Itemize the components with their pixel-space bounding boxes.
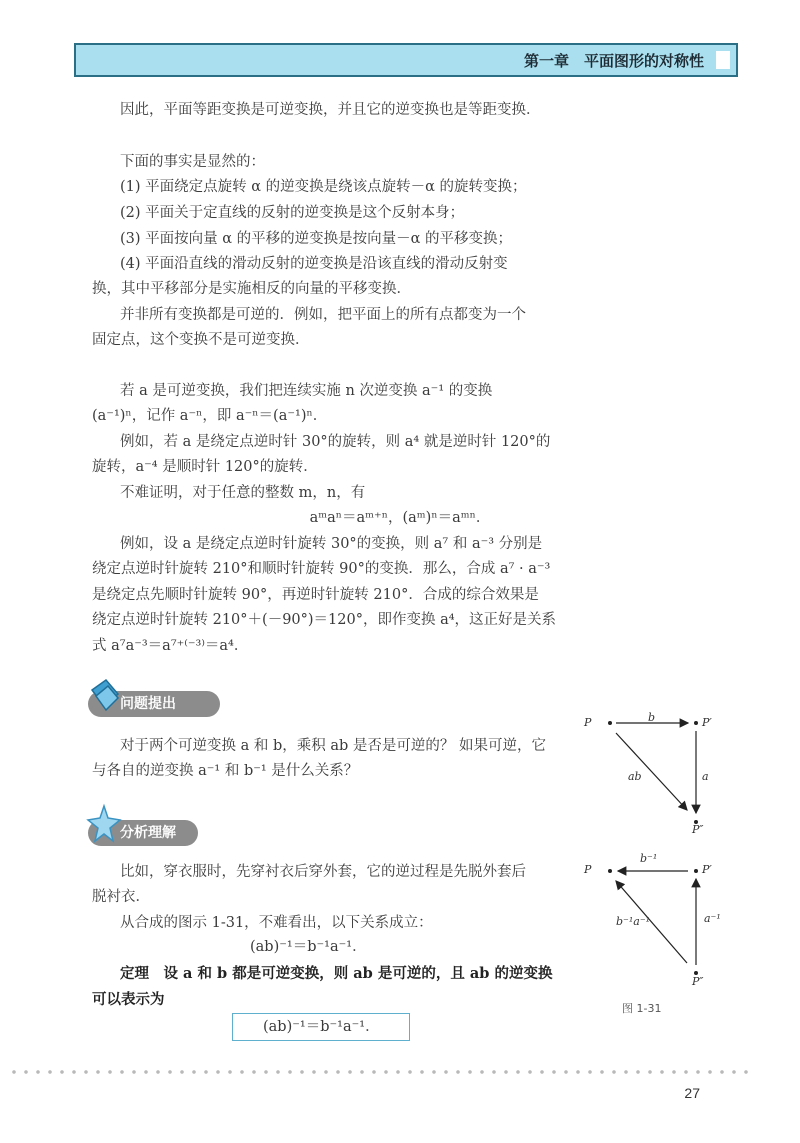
fact-reflection: (2) 平面关于定直线的反射的逆变换是这个反射本身； bbox=[120, 205, 465, 221]
paragraph-inverse-power-line2: (a⁻¹)ⁿ，记作 a⁻ⁿ，即 a⁻ⁿ＝(a⁻¹)ⁿ． bbox=[92, 408, 328, 424]
figure-inverse-diagram bbox=[590, 855, 730, 995]
question-line2: 与各自的逆变换 a⁻¹ 和 b⁻¹ 是什么关系？ bbox=[92, 763, 359, 779]
page-number: 27 bbox=[684, 1085, 700, 1101]
analysis-line1: 比如，穿衣服时，先穿衬衣后穿外套，它的逆过程是先脱外套后 bbox=[120, 864, 526, 880]
footer-dotted-rule bbox=[8, 1068, 748, 1076]
analysis-line2: 脱衬衣． bbox=[92, 889, 150, 905]
fact-translation: (3) 平面按向量 α 的平移的逆变换是按向量－α 的平移变换； bbox=[120, 231, 513, 247]
fig-top-label-a: a bbox=[702, 770, 709, 783]
fig-top-point-P1: P′ bbox=[702, 716, 712, 729]
figure-caption: 图 1-31 bbox=[622, 1002, 662, 1015]
fact-rotation: (1) 平面绕定点旋转 α 的逆变换是绕该点旋转－α 的旋转变换； bbox=[120, 179, 527, 195]
fig-top-point-P: P bbox=[584, 716, 592, 729]
book-icon bbox=[86, 676, 122, 716]
paragraph-composite-example-line4: 绕定点逆时针旋转 210°＋(－90°)＝120°，即作变换 a⁴，这正好是关系 bbox=[92, 612, 557, 628]
paragraph-not-invertible-line2: 固定点，这个变换不是可逆变换． bbox=[92, 332, 310, 348]
chapter-title: 第一章 平面图形的对称性 bbox=[523, 52, 704, 70]
fig-bottom-label-b-inv: b⁻¹ bbox=[640, 852, 658, 865]
theorem-formula-box bbox=[232, 1013, 410, 1041]
theorem-formula: (ab)⁻¹＝b⁻¹a⁻¹． bbox=[263, 1019, 380, 1035]
paragraph-facts-intro: 下面的事实是显然的： bbox=[120, 154, 265, 170]
fig-bottom-label-ba-inv: b⁻¹a⁻¹ bbox=[616, 915, 651, 928]
paragraph-composite-example-line3: 是绕定点先顺时针旋转 90°，再逆时针旋转 210°．合成的综合效果是 bbox=[92, 587, 539, 603]
chapter-header bbox=[74, 43, 738, 77]
equation-inverse-product: (ab)⁻¹＝b⁻¹a⁻¹． bbox=[250, 939, 367, 955]
paragraph-example-rotation-line2: 旋转，a⁻⁴ 是顺时针 120°的旋转． bbox=[92, 459, 318, 475]
fig-bottom-label-a-inv: a⁻¹ bbox=[704, 912, 721, 925]
header-tab-decoration bbox=[716, 51, 730, 69]
paragraph-composite-example-line1: 例如，设 a 是绕定点逆时针旋转 30°的变换，则 a⁷ 和 a⁻³ 分别是 bbox=[120, 536, 543, 552]
fact-glide-reflection-line2: 换，其中平移部分是实施相反的向量的平移变换． bbox=[92, 281, 411, 297]
fact-glide-reflection-line1: (4) 平面沿直线的滑动反射的逆变换是沿该直线的滑动反射变 bbox=[120, 256, 508, 272]
fig-bottom-point-P: P bbox=[584, 863, 592, 876]
paragraph-inverse-power-line1: 若 a 是可逆变换，我们把连续实施 n 次逆变换 a⁻¹ 的变换 bbox=[120, 383, 493, 399]
paragraph-example-rotation-line1: 例如，若 a 是绕定点逆时针 30°的旋转，则 a⁴ 就是逆时针 120°的 bbox=[120, 434, 551, 450]
paragraph-not-invertible-line1: 并非所有变换都是可逆的．例如，把平面上的所有点都变为一个 bbox=[120, 307, 526, 323]
fig-bottom-point-P1: P′ bbox=[702, 863, 712, 876]
fig-bottom-point-P2: P″ bbox=[692, 975, 704, 988]
paragraph-power-laws-intro: 不难证明，对于任意的整数 m，n，有 bbox=[120, 485, 366, 501]
question-line1: 对于两个可逆变换 a 和 b，乘积 ab 是否是可逆的？ 如果可逆，它 bbox=[120, 738, 547, 754]
paragraph-isometry-invertible: 因此，平面等距变换是可逆变换，并且它的逆变换也是等距变换． bbox=[120, 102, 541, 118]
fig-top-label-b: b bbox=[648, 711, 656, 724]
badge-question-label: 问题提出 bbox=[120, 696, 176, 712]
analysis-line3: 从合成的图示 1-31，不难看出，以下关系成立： bbox=[120, 915, 433, 931]
fig-top-point-P2: P″ bbox=[692, 823, 704, 836]
theorem-line2: 可以表示为 bbox=[92, 991, 165, 1008]
paragraph-composite-example-line5: 式 a⁷a⁻³＝a⁷⁺⁽⁻³⁾＝a⁴． bbox=[92, 638, 249, 654]
paragraph-composite-example-line2: 绕定点逆时针旋转 210°和顺时针旋转 90°的变换．那么，合成 a⁷ · a⁻³ bbox=[92, 561, 551, 577]
fig-top-label-ab: ab bbox=[628, 770, 642, 783]
theorem-line1: 定理 设 a 和 b 都是可逆变换，则 ab 是可逆的，且 ab 的逆变换 bbox=[120, 965, 553, 982]
equation-power-laws: aᵐaⁿ＝aᵐ⁺ⁿ，(aᵐ)ⁿ＝aᵐⁿ． bbox=[309, 510, 491, 526]
badge-analysis-label: 分析理解 bbox=[120, 825, 176, 841]
star-icon bbox=[86, 804, 122, 844]
